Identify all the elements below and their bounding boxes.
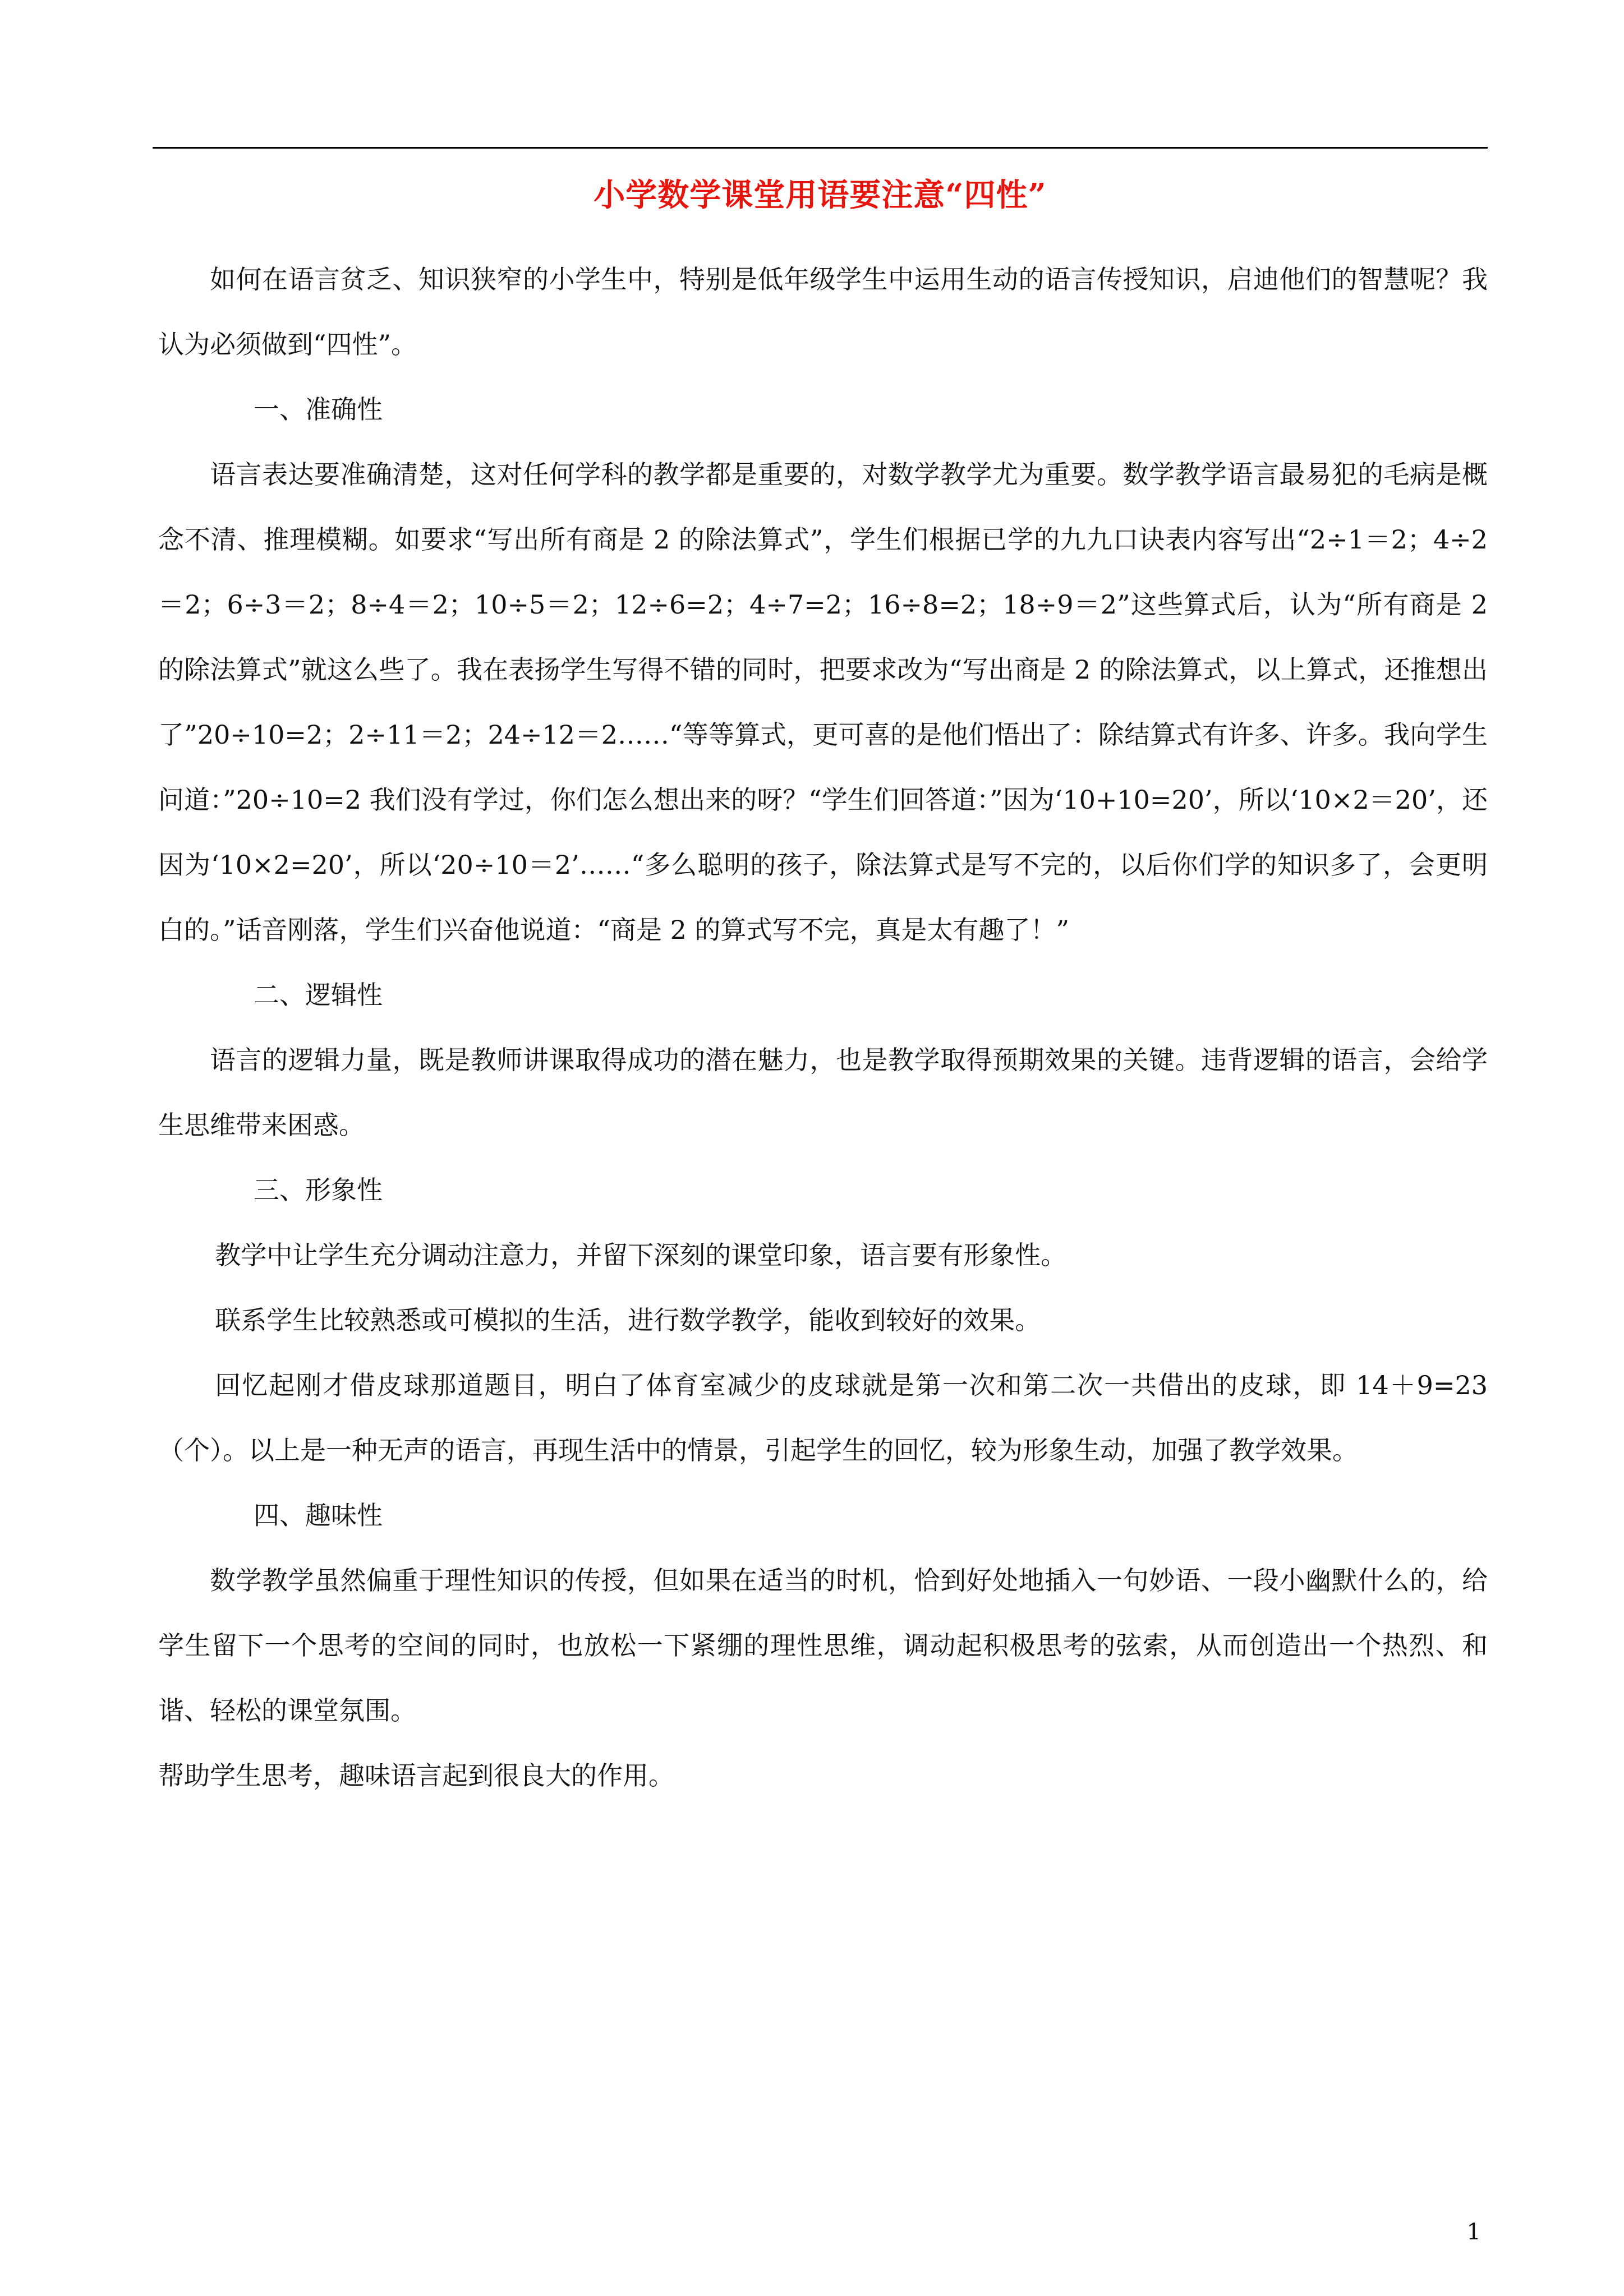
document-title: 小学数学课堂用语要注意“四性” [594,177,1047,214]
section-heading: 一、准确性 [254,394,383,425]
closing-paragraph: 帮助学生思考，趣味语言起到很良大的作用。 [158,1760,674,1791]
section-paragraph: 数学教学虽然偏重于理性知识的传授，但如果在适当的时机，恰到好处地插入一句妙语、一段小幽默什么的，给学生留下一个思考的空间的同时，也放松一下紧绷的理性思维，调动起积极思考的弦索，从而创造出一个热烈、和谐、轻松的课堂氛围。 [158,1565,1488,1726]
section-paragraph: 回忆起刚才借皮球那道题目，明白了体育室减少的皮球就是第一次和第二次一共借出的皮球，即 14＋9=23（个）。以上是一种无声的语言，再现生活中的情景，引起学生的回忆，较为形象生动，加强了教学效果。 [158,1370,1488,1465]
section-paragraph: 联系学生比较熟悉或可模拟的生活，进行数学教学，能收到较好的效果。 [215,1305,1041,1335]
section-interest [158,1483,1488,1743]
intro-paragraph: 如何在语言贫乏、知识狭窄的小学生中，特别是低年级学生中运用生动的语言传授知识，启迪他们的智慧呢？我认为必须做到“四性”。 [158,264,1488,359]
section-heading: 二、逻辑性 [254,980,383,1010]
section-paragraph: 教学中让学生充分调动注意力，并留下深刻的课堂印象，语言要有形象性。 [215,1240,1067,1270]
section-imagery [158,1158,1488,1483]
section-heading: 三、形象性 [254,1175,383,1205]
section-paragraph: 语言的逻辑力量，既是教师讲课取得成功的潜在魅力，也是教学取得预期效果的关键。违背逻辑的语言，会给学生思维带来困惑。 [158,1045,1488,1140]
section-paragraph: 语言表达要准确清楚，这对任何学科的教学都是重要的，对数学教学尤为重要。数学教学语言最易犯的毛病是概念不清、推理模糊。如要求“写出所有商是 2 的除法算式”，学生们根据已学的九九口诀表内容写出“2÷1＝2；4÷2＝2；6÷3＝2；8÷4＝2；10÷5＝2；12÷6=2；4÷7=2；16÷8=2；18÷9＝2”这些算式后，认为“所有商是 2 的除法算式”就这么些了。我在表扬学生写得不错的同时，把要求改为“写出商是 2 的除法算式，以上算式，还推想出了”20÷10=2；2÷11＝2；24÷12＝2……“等等算式，更可喜的是他们悟出了：除结算式有许多、许多。我向学生问道：”20÷10=2 我们没有学过，你们怎么想出来的呀？“学生们回答道：”因为‘10+10=20’，所以‘10×2＝20’，还因为‘10×2=20’，所以‘20÷10＝2’……“多么聪明的孩子，除法算式是写不完的，以后你们学的知识多了，会更明白的。”话音刚落，学生们兴奋他说道：“商是 2 的算式写不完，真是太有趣了！” [158,459,1488,945]
document-body [158,247,1488,1808]
page-number: 1 [1466,2219,1481,2245]
section-logic [158,962,1488,1158]
section-accuracy [158,377,1488,962]
header-rule [153,147,1488,149]
section-heading: 四、趣味性 [254,1500,383,1530]
